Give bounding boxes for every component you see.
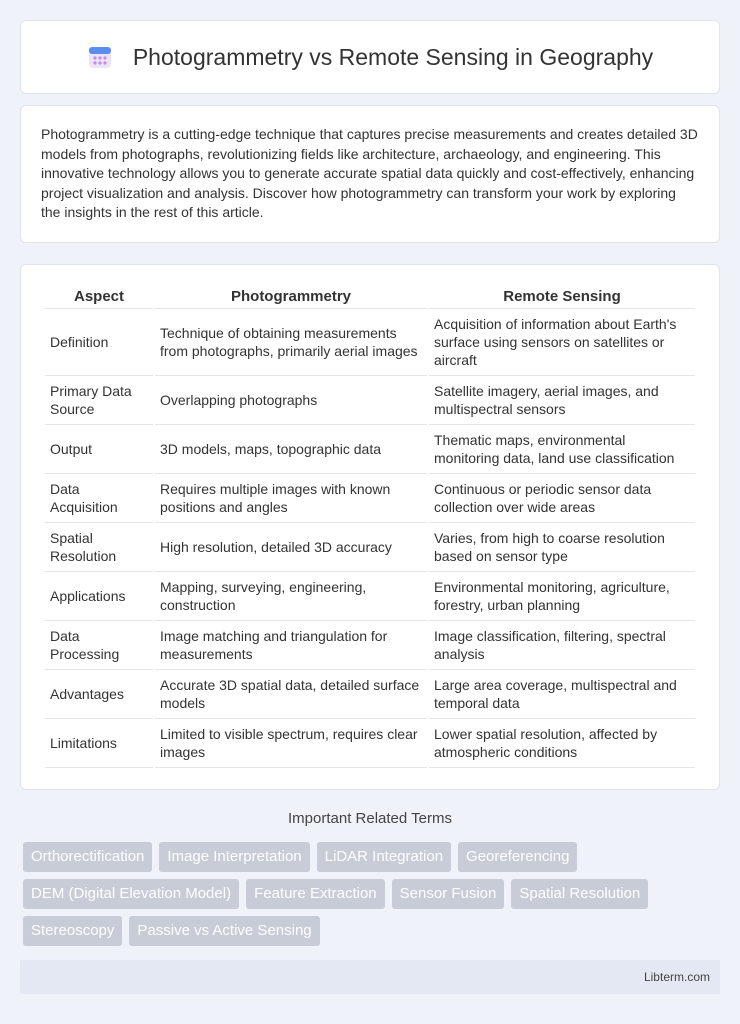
related-terms-list [23, 842, 723, 946]
related-term-tag[interactable]: Image Interpretation [159, 842, 309, 872]
related-term-tag[interactable]: Spatial Resolution [511, 879, 648, 909]
photogrammetry-cell: Accurate 3D spatial data, detailed surface models [155, 670, 427, 719]
table-row [45, 670, 695, 719]
remote-sensing-cell: Thematic maps, environmental monitoring data, land use classification [429, 425, 695, 474]
table-row [45, 425, 695, 474]
table-row [45, 621, 695, 670]
table-row [45, 309, 695, 376]
title-card [20, 20, 720, 94]
footer [20, 960, 720, 994]
aspect-cell: Data Acquisition [45, 474, 153, 523]
remote-sensing-cell: Lower spatial resolution, affected by atmospheric conditions [429, 719, 695, 768]
remote-sensing-cell: Image classification, filtering, spectral analysis [429, 621, 695, 670]
photogrammetry-cell: Limited to visible spectrum, requires clear images [155, 719, 427, 768]
related-term-tag[interactable]: Passive vs Active Sensing [129, 916, 319, 946]
aspect-cell: Definition [45, 309, 153, 376]
related-term-tag[interactable]: Sensor Fusion [392, 879, 505, 909]
column-header-photogrammetry: Photogrammetry [155, 285, 427, 309]
related-term-tag[interactable]: LiDAR Integration [317, 842, 451, 872]
remote-sensing-cell: Satellite imagery, aerial images, and multispectral sensors [429, 376, 695, 425]
photogrammetry-cell: High resolution, detailed 3D accuracy [155, 523, 427, 572]
related-term-tag[interactable]: Stereoscopy [23, 916, 122, 946]
table-row [45, 523, 695, 572]
table-row [45, 719, 695, 768]
footer-site-link[interactable]: Libterm.com [643, 970, 710, 984]
remote-sensing-cell: Continuous or periodic sensor data collection over wide areas [429, 474, 695, 523]
page-title: Photogrammetry vs Remote Sensing in Geography [132, 43, 654, 70]
column-header-remote-sensing: Remote Sensing [429, 285, 695, 309]
photogrammetry-cell: Requires multiple images with known positions and angles [155, 474, 427, 523]
calendar-icon [87, 44, 113, 70]
remote-sensing-cell: Varies, from high to coarse resolution based on sensor type [429, 523, 695, 572]
related-term-tag[interactable]: Feature Extraction [246, 879, 385, 909]
related-term-tag[interactable]: Orthorectification [23, 842, 152, 872]
photogrammetry-cell: Image matching and triangulation for measurements [155, 621, 427, 670]
remote-sensing-cell: Acquisition of information about Earth's surface using sensors on satellites or aircraft [429, 309, 695, 376]
table-header-row [45, 285, 695, 309]
aspect-cell: Spatial Resolution [45, 523, 153, 572]
aspect-cell: Limitations [45, 719, 153, 768]
aspect-cell: Output [45, 425, 153, 474]
photogrammetry-cell: Mapping, surveying, engineering, construction [155, 572, 427, 621]
aspect-cell: Primary Data Source [45, 376, 153, 425]
aspect-cell: Applications [45, 572, 153, 621]
photogrammetry-cell: Overlapping photographs [155, 376, 427, 425]
related-term-tag[interactable]: Georeferencing [458, 842, 577, 872]
table-row [45, 572, 695, 621]
related-terms-heading: Important Related Terms [288, 810, 452, 827]
table-row [45, 376, 695, 425]
photogrammetry-cell: 3D models, maps, topographic data [155, 425, 427, 474]
column-header-aspect: Aspect [45, 285, 153, 309]
remote-sensing-cell: Environmental monitoring, agriculture, forestry, urban planning [429, 572, 695, 621]
photogrammetry-cell: Technique of obtaining measurements from photographs, primarily aerial images [155, 309, 427, 376]
intro-card [20, 105, 720, 243]
comparison-table-card [20, 264, 720, 790]
intro-paragraph: Photogrammetry is a cutting-edge technique that captures precise measurements and creates detailed 3D models from photographs, revolutionizing fields like architecture, archaeology, and engineering. This innovative technology allows you to generate accurate spatial data quickly and cost-effectively, enhancing project visualization and analysis. Discover how photogrammetry can transform your work by exploring the insights in the rest of this article. [41, 126, 698, 220]
related-term-tag[interactable]: DEM (Digital Elevation Model) [23, 879, 239, 909]
comparison-table [43, 285, 697, 768]
aspect-cell: Advantages [45, 670, 153, 719]
table-row [45, 474, 695, 523]
remote-sensing-cell: Large area coverage, multispectral and temporal data [429, 670, 695, 719]
aspect-cell: Data Processing [45, 621, 153, 670]
